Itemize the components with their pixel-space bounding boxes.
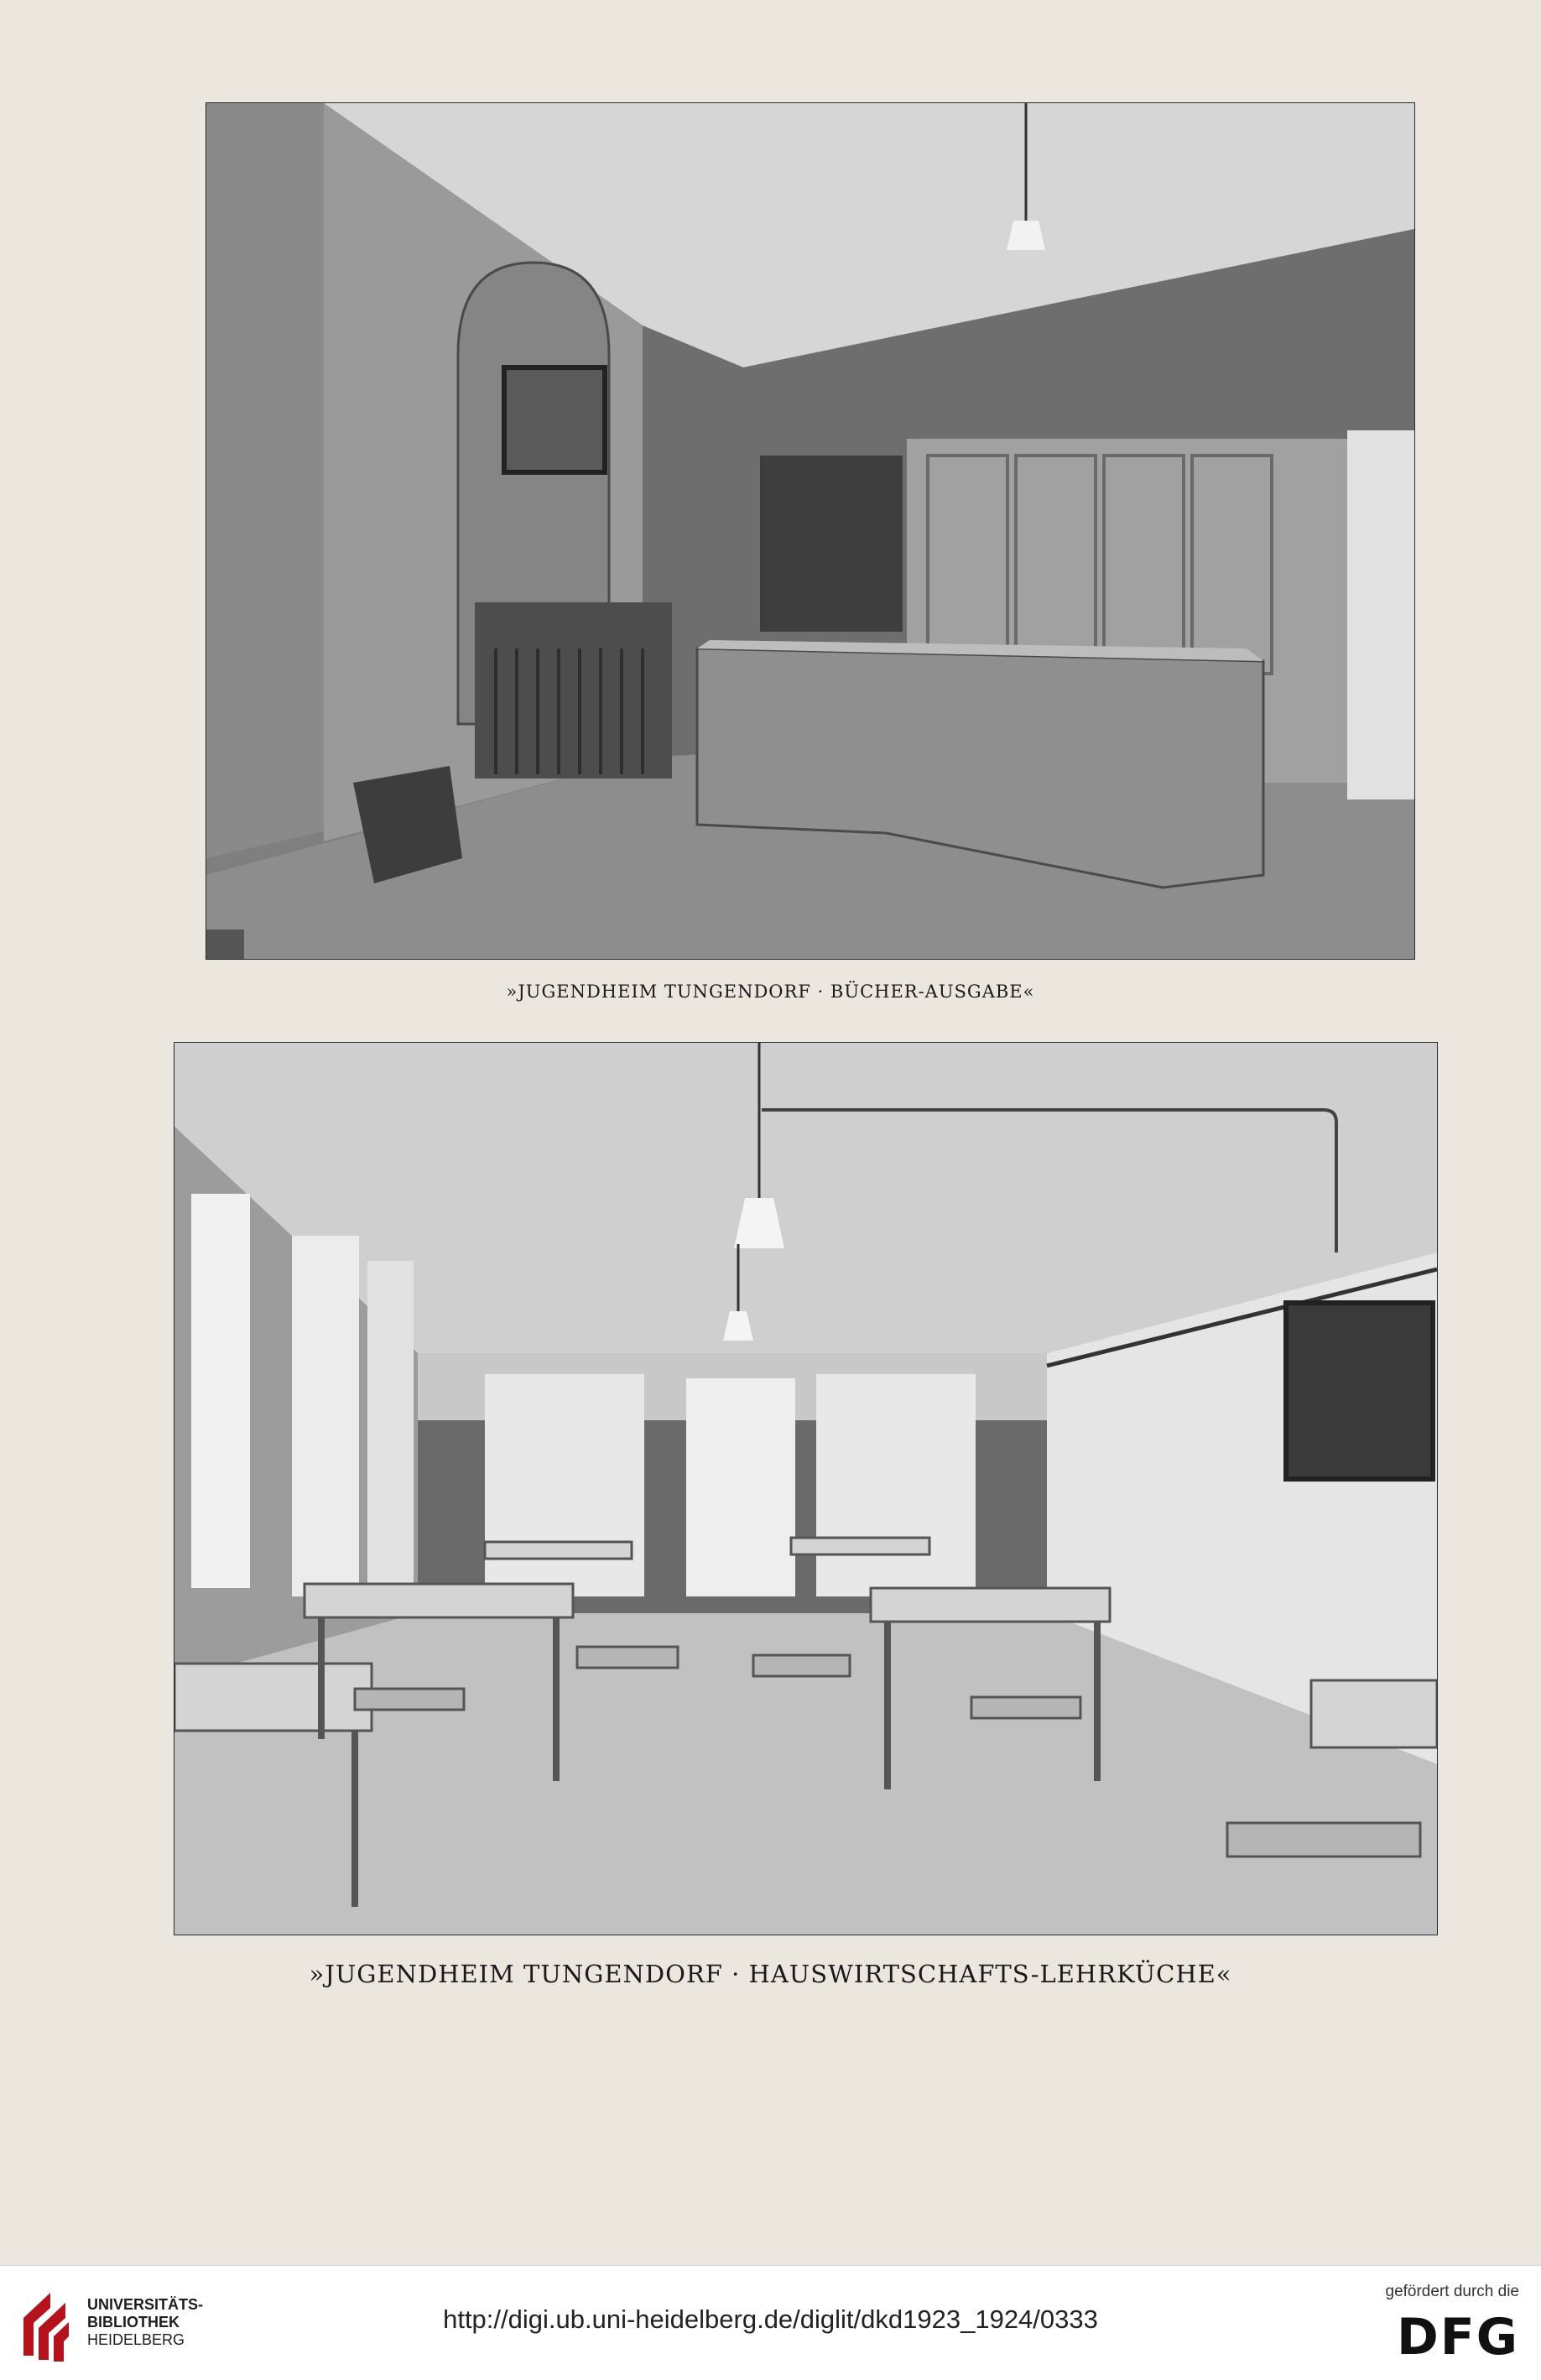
photo-caption-1: »JUGENDHEIM TUNGENDORF · BÜCHER-AUSGABE« [506, 982, 1035, 1002]
library-name-line-2: BIBLIOTHEK [87, 2314, 180, 2331]
dfg-logo: DFG [1396, 2308, 1519, 2367]
digitization-footer [0, 2265, 1541, 2380]
photo-book-issue-room [206, 102, 1415, 960]
photo-teaching-kitchen [174, 1042, 1438, 1935]
funded-by-label: gefördert durch die [1385, 2283, 1519, 2300]
library-name-line-3: HEIDELBERG [87, 2331, 185, 2348]
photo-caption-2: »JUGENDHEIM TUNGENDORF · HAUSWIRTSCHAFTS-LEHRKÜCHE« [309, 1960, 1232, 1988]
library-name-line-1: UNIVERSITÄTS- [87, 2296, 204, 2313]
permalink-url[interactable]: http://digi.ub.uni-heidelberg.de/diglit/dkd1923_1924/0333 [443, 2304, 1098, 2334]
